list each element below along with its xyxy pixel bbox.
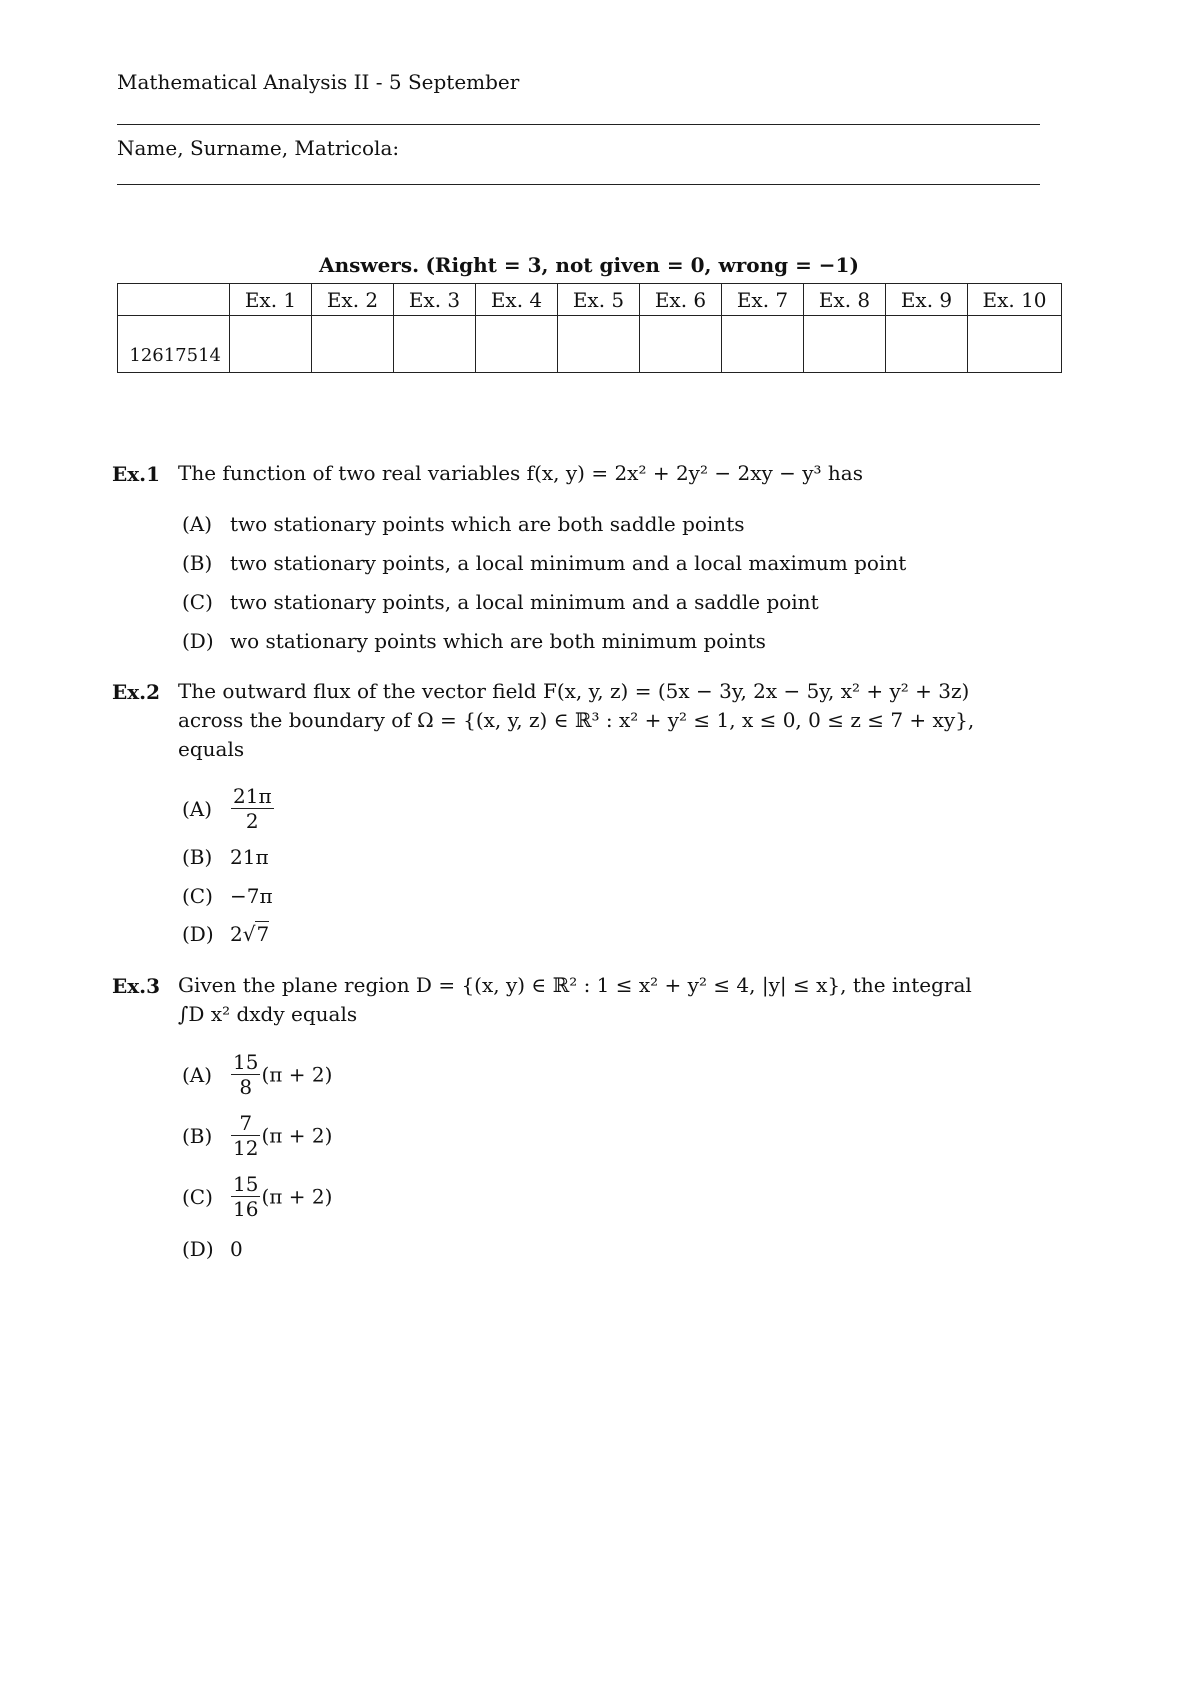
exercise-3-option-b: (B) $\frac{7}{12}$ (π + 2) [182, 1111, 333, 1160]
answers-col-header: Ex. 5 [558, 284, 640, 316]
exercise-1-option-c: (C) two stationary points, a local minimum and a saddle point [182, 590, 819, 614]
exercise-number: Ex.1 [112, 462, 161, 486]
answer-cell[interactable] [968, 316, 1062, 373]
square-root: 7 [256, 922, 270, 946]
answer-cell[interactable] [312, 316, 394, 373]
answers-title: Answers. [319, 253, 420, 277]
fraction: $\frac{7}{12}$ [233, 1111, 259, 1160]
fraction: $\frac{21\pi}{2}$ [233, 784, 272, 833]
exercise-1-option-b: (B) two stationary points, a local minimum and a local maximum point [182, 551, 907, 575]
exercise-2-stem-line: The outward flux of the vector field F(x, y, z) = (5x − 3y, 2x − 5y, x² + y² + 3z) [178, 679, 970, 703]
fraction: $\frac{15}{8}$ [233, 1050, 259, 1099]
answer-cell[interactable] [722, 316, 804, 373]
answers-col-header: Ex. 1 [230, 284, 312, 316]
exam-title: Mathematical Analysis II - 5 September [117, 70, 520, 94]
answer-cell[interactable] [558, 316, 640, 373]
answers-col-header: Ex. 6 [640, 284, 722, 316]
answers-col-header: Ex. 2 [312, 284, 394, 316]
exercise-1-option-a: (A) two stationary points which are both saddle points [182, 512, 745, 536]
answers-scoring: (Right = 3, not given = 0, wrong = −1) [425, 253, 859, 277]
exercise-3-stem-line: ∫D x² dxdy equals [178, 1002, 358, 1026]
answer-cell[interactable] [394, 316, 476, 373]
exercise-2-stem-line: across the boundary of Ω = {(x, y, z) ∈ ℝ³ : x² + y² ≤ 1, x ≤ 0, 0 ≤ z ≤ 7 + xy}, [178, 708, 975, 732]
exercise-3-stem [178, 971, 1058, 1029]
exercise-2-stem [178, 677, 1058, 764]
exercise-3-option-d: (D) 0 [182, 1237, 243, 1261]
answers-col-header: Ex. 7 [722, 284, 804, 316]
exercise-number: Ex.3 [112, 974, 161, 998]
answers-col-header: Ex. 3 [394, 284, 476, 316]
answer-cell[interactable] [476, 316, 558, 373]
exercise-3-option-a: (A) $\frac{15}{8}$ (π + 2) [182, 1050, 333, 1099]
answer-cell[interactable] [640, 316, 722, 373]
answers-corner-cell [118, 284, 230, 316]
name-label: Name, Surname, Matricola: [117, 136, 400, 160]
answers-row-id: 12617514 [118, 316, 230, 373]
exercise-1-option-d: (D) wo stationary points which are both minimum points [182, 629, 766, 653]
answer-cell[interactable] [886, 316, 968, 373]
answer-cell[interactable] [230, 316, 312, 373]
exercise-2-stem-line: equals [178, 737, 245, 761]
exercise-1-stem: The function of two real variables f(x, y) = 2x² + 2y² − 2xy − y³ has [178, 461, 863, 485]
answers-col-header: Ex. 10 [968, 284, 1062, 316]
exercise-number: Ex.2 [112, 680, 161, 704]
exercise-2-option-a: (A) $\frac{21\pi}{2}$ [182, 784, 272, 833]
divider [117, 184, 1040, 185]
answers-row [118, 316, 1062, 373]
exercise-2-option-d: (D) 2√7 [182, 922, 270, 946]
answers-col-header: Ex. 4 [476, 284, 558, 316]
answers-heading [117, 253, 1061, 277]
divider [117, 124, 1040, 125]
answers-col-header: Ex. 8 [804, 284, 886, 316]
answer-cell[interactable] [804, 316, 886, 373]
fraction: $\frac{15}{16}$ [233, 1172, 259, 1221]
exercise-3-stem-line: Given the plane region D = {(x, y) ∈ ℝ² : 1 ≤ x² + y² ≤ 4, |y| ≤ x}, the integral [178, 973, 972, 997]
exercise-3-option-c: (C) $\frac{15}{16}$ (π + 2) [182, 1172, 333, 1221]
answers-table [117, 283, 1062, 373]
exercise-2-option-c: (C) −7π [182, 884, 273, 908]
answers-col-header: Ex. 9 [886, 284, 968, 316]
answers-header-row [118, 284, 1062, 316]
exercise-2-option-b: (B) 21π [182, 845, 269, 869]
